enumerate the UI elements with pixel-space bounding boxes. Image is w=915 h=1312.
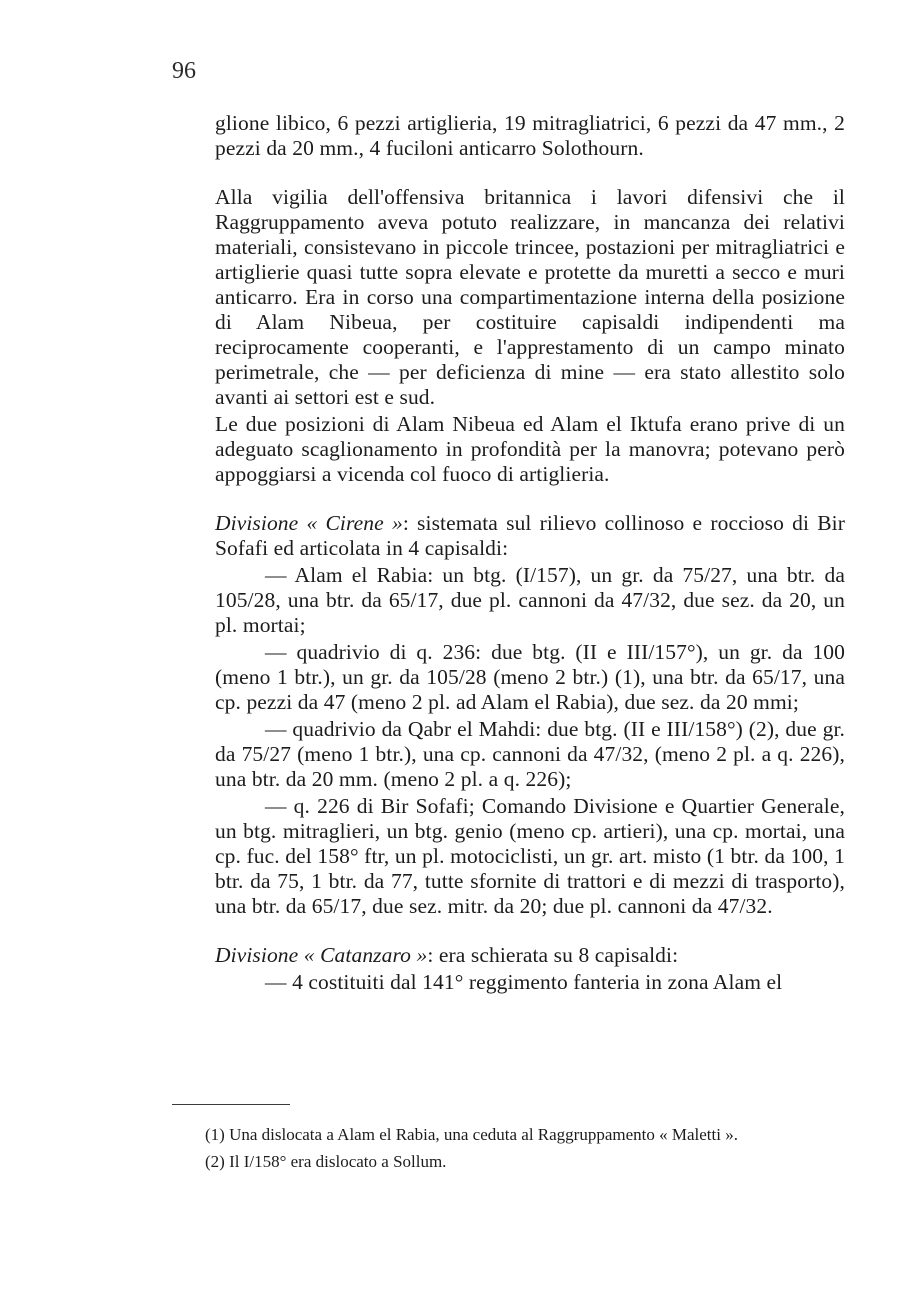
list-item-alam-el-rabia: — Alam el Rabia: un btg. (I/157), un gr. da 75/27, una btr. da 105/28, una btr. da 65/17, due pl. cannoni da 47/32, due sez. da 20, un pl. mortai; bbox=[215, 563, 845, 637]
division-cirene-label: Divisione « Cirene » bbox=[215, 511, 403, 535]
body-text bbox=[215, 111, 845, 995]
division-catanzaro-label: Divisione « Catanzaro » bbox=[215, 943, 428, 967]
division-cirene-text: : sistemata sul rilievo collinoso e roccioso di Bir Sofafi ed articolata in 4 capisaldi: bbox=[215, 511, 845, 560]
footnote-2: (2) Il I/158° era dislocato a Sollum. bbox=[205, 1152, 447, 1171]
footnote-1: (1) Una dislocata a Alam el Rabia, una ceduta al Raggruppamento « Maletti ». bbox=[205, 1125, 738, 1144]
list-item-qabr-el-mahdi: — quadrivio da Qabr el Mahdi: due btg. (II e III/158°) (2), due gr. da 75/27 (meno 1 btr.), una cp. cannoni da 47/32, (meno 2 pl. a q. 226), una btr. da 20 mm. (meno 2 pl. a q. 226); bbox=[215, 717, 845, 791]
list-item-q-226: — q. 226 di Bir Sofafi; Comando Divisione e Quartier Generale, un btg. mitraglieri, un btg. genio (meno cp. artieri), una cp. mortai, una cp. fuc. del 158° ftr, un pl. motociclisti, un gr. art. misto (1 btr. da 100, 1 btr. da 75, 1 btr. da 77, tutte sfornite di trattori e di mezzi di trasporto), una btr. da 65/17, due sez. mitr. da 20; due pl. cannoni da 47/32. bbox=[215, 794, 845, 918]
paragraph-continuation: glione libico, 6 pezzi artiglieria, 19 mitragliatrici, 6 pezzi da 47 mm., 2 pezzi da 20 mm., 4 fuciloni anticarro Solothourn. bbox=[215, 111, 845, 160]
division-catanzaro-text: : era schierata su 8 capisaldi: bbox=[427, 943, 679, 967]
footnote-divider bbox=[172, 1104, 290, 1105]
page-number: 96 bbox=[172, 58, 196, 84]
list-item-141-reggimento: — 4 costituiti dal 141° reggimento fanteria in zona Alam el bbox=[265, 970, 783, 994]
list-item-quadrivio-236: — quadrivio di q. 236: due btg. (II e III/157°), un gr. da 100 (meno 1 btr.), un gr. da 105/28 (meno 2 btr.) (1), una btr. da 65/17, una cp. pezzi da 47 (meno 2 pl. ad Alam el Rabia), due sez. da 20 mmi; bbox=[215, 640, 845, 714]
paragraph-cirene-intro bbox=[215, 511, 845, 561]
paragraph-catanzaro-intro bbox=[215, 943, 845, 968]
paragraph-two-positions: Le due posizioni di Alam Nibeua ed Alam el Iktufa erano prive di un adeguato scaglionamento in profondità per la manovra; potevano però appoggiarsi a vicenda col fuoco di artiglieria. bbox=[215, 412, 845, 486]
paragraph-defensive-works: Alla vigilia dell'offensiva britannica i lavori difensivi che il Raggruppamento aveva potuto realizzare, in mancanza dei relativi materiali, consistevano in piccole trincee, postazioni per mitragliatrici e artiglierie quasi tutte sopra elevate e protette da muretti a secco e muri anticarro. Era in corso una compartimentazione interna della posizione di Alam Nibeua, per costituire capisaldi indipendenti ma reciprocamente cooperanti, e l'apprestamento di un campo minato perimetrale, che — per deficienza di mine — era stato allestito solo avanti ai settori est e sud. bbox=[215, 185, 845, 409]
footnotes bbox=[172, 1124, 844, 1178]
